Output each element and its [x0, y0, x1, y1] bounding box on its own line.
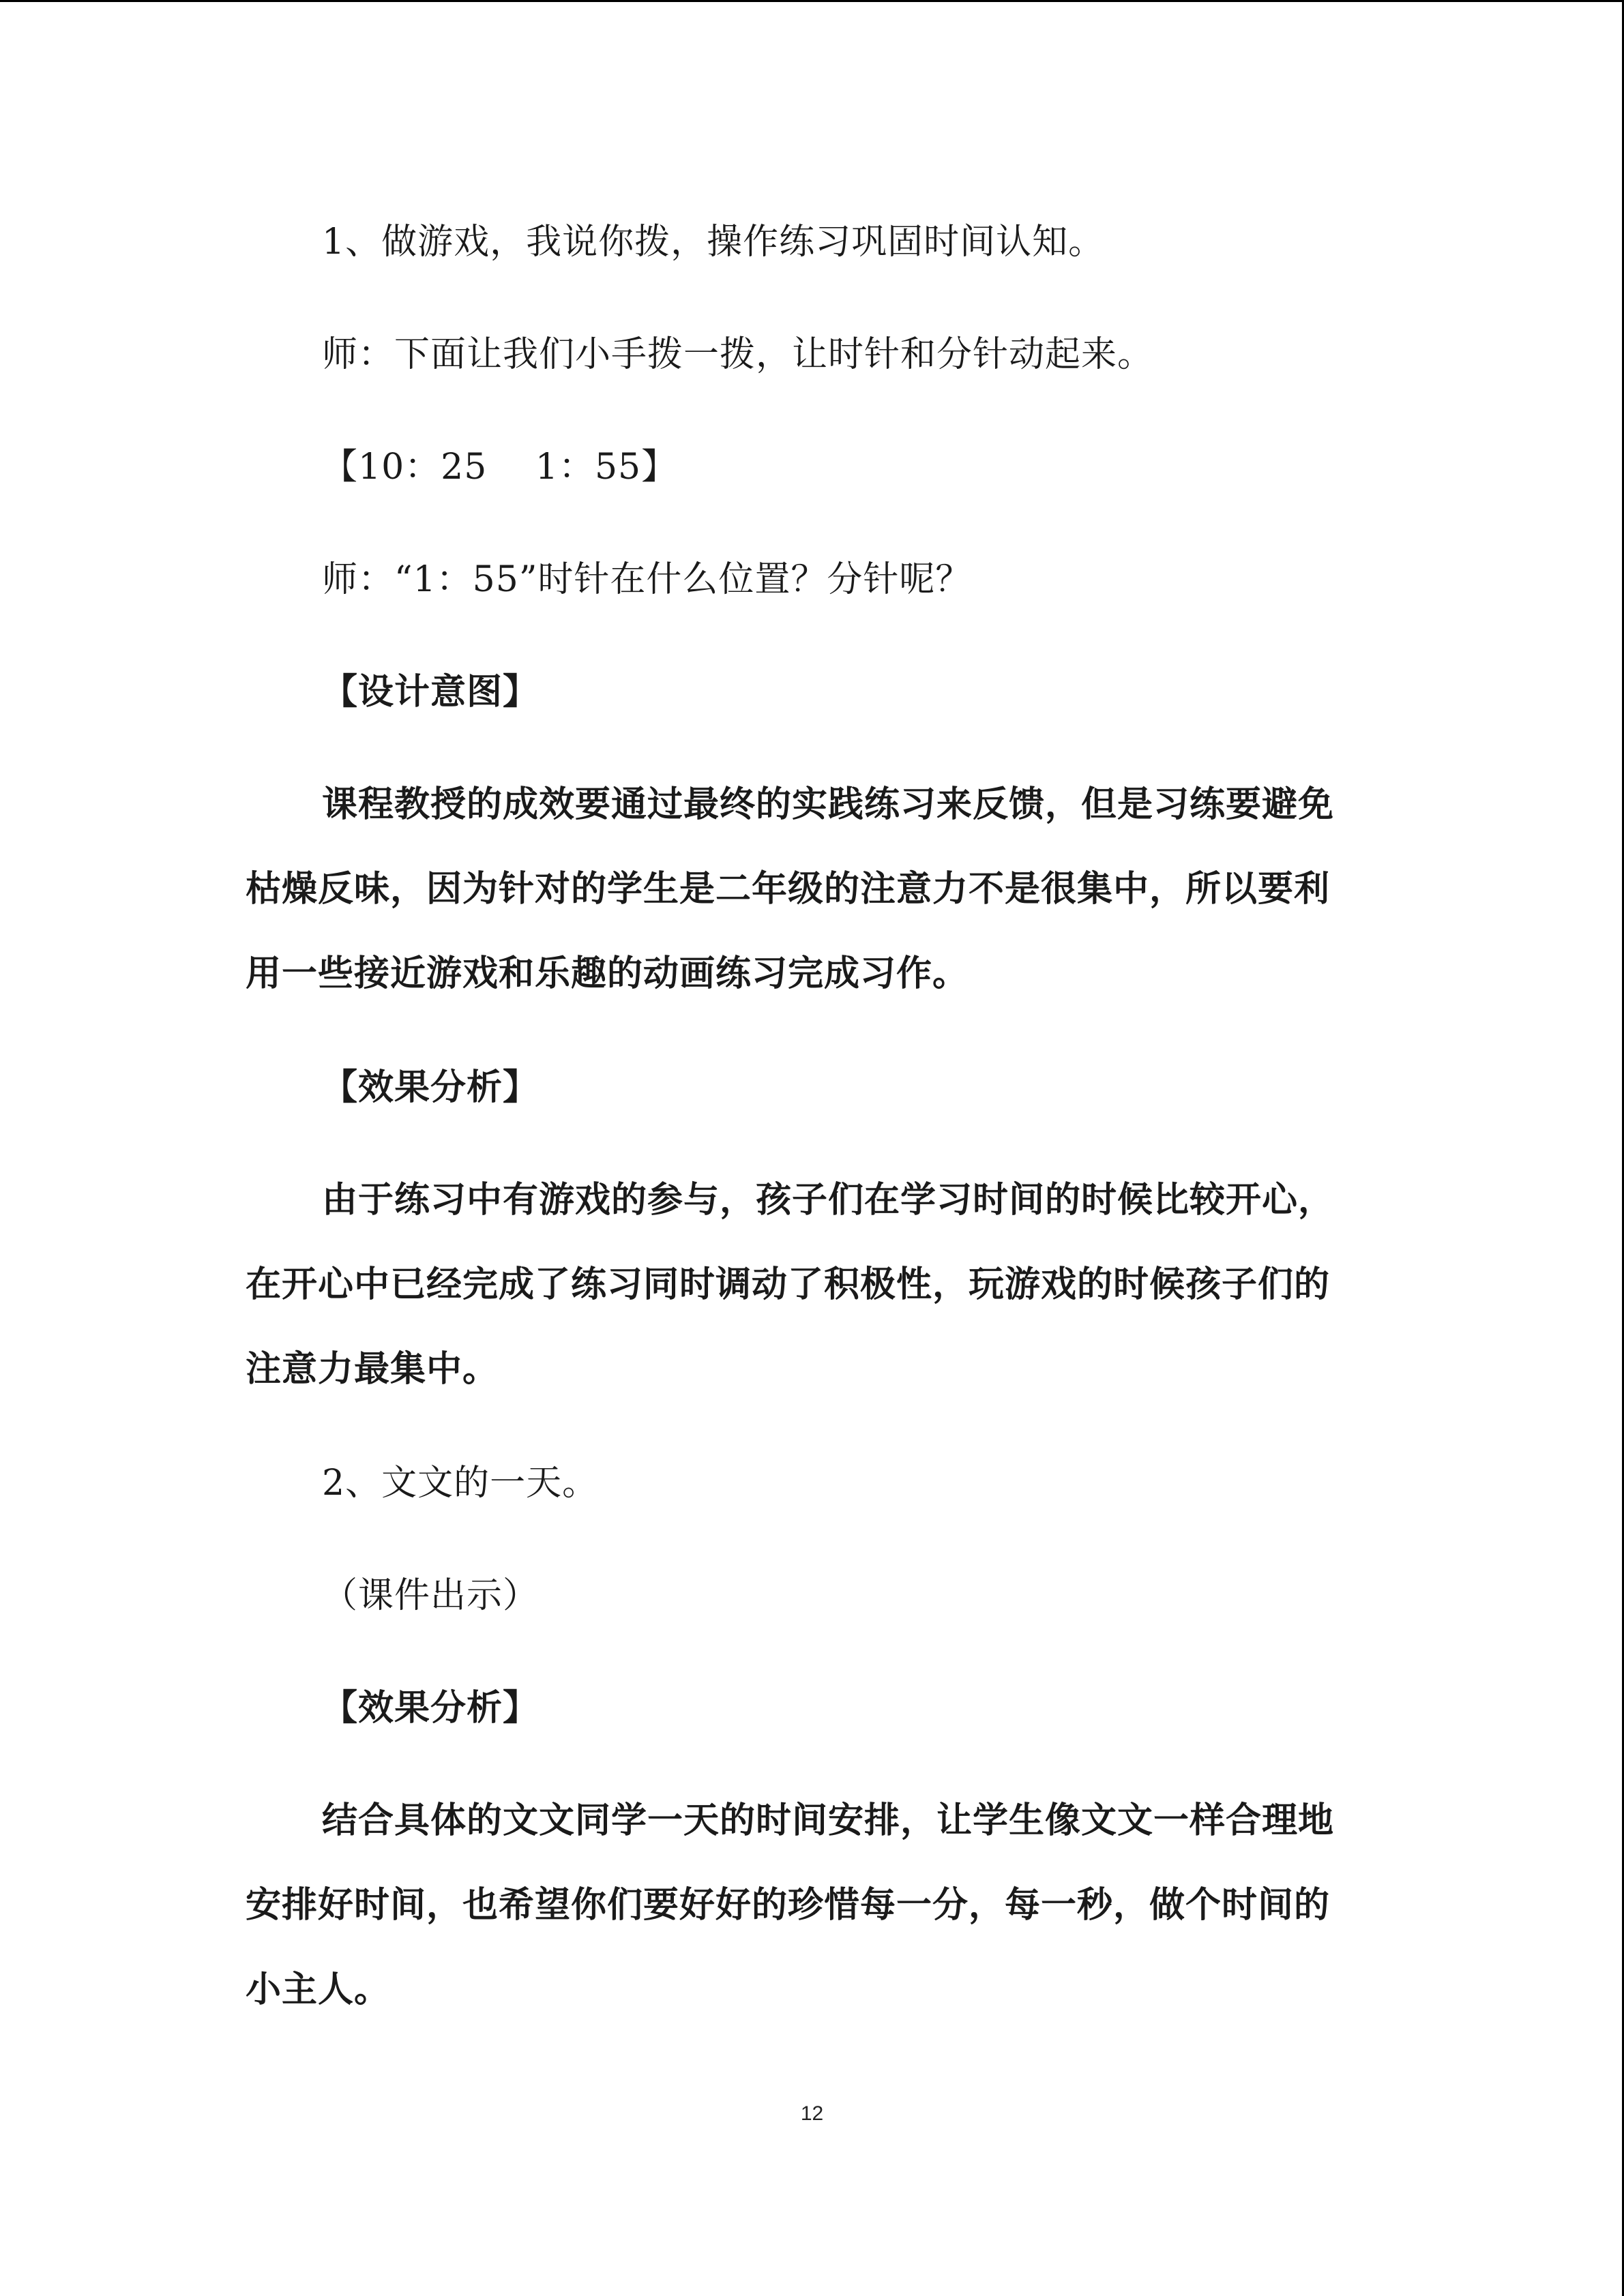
page-number: 12	[800, 2102, 824, 2125]
design-intent-text: 课程教授的成效要通过最终的实践练习来反馈，但是习练要避免枯燥反味，因为针对的学生是二年级的注意力不是很集中，所以要利用一些接近游戏和乐趣的动画练习完成习作。	[246, 784, 1335, 994]
effect-analysis-text-1: 由于练习中有游戏的参与，孩子们在学习时间的时候比较开心，在开心中已经完成了练习同时调动了积极性，玩游戏的时候孩子们的注意力最集中。	[246, 1180, 1335, 1390]
item-1-heading: 1、做游戏，我说你拨，操作练习巩固时间认知。	[322, 222, 1105, 263]
item-2-heading: 2、文文的一天。	[322, 1463, 599, 1504]
time-examples: 【10：25 1：55】	[322, 447, 678, 488]
courseware-note: （课件出示）	[322, 1575, 540, 1616]
teacher-line-1: 师：下面让我们小手拨一拨，让时针和分针动起来。	[322, 334, 1154, 375]
teacher-line-2: 师：“1：55”时针在什么位置？分针呢？	[322, 559, 972, 600]
design-intent-heading: 【设计意图】	[322, 672, 540, 713]
effect-analysis-text-2: 结合具体的文文同学一天的时间安排，让学生像文文一样合理地安排好时间，也希望你们要好好的珍惜每一分，每一秒，做个时间的小主人。	[246, 1800, 1335, 2010]
effect-analysis-heading-1: 【效果分析】	[322, 1067, 540, 1108]
effect-analysis-heading-2: 【效果分析】	[322, 1688, 540, 1729]
